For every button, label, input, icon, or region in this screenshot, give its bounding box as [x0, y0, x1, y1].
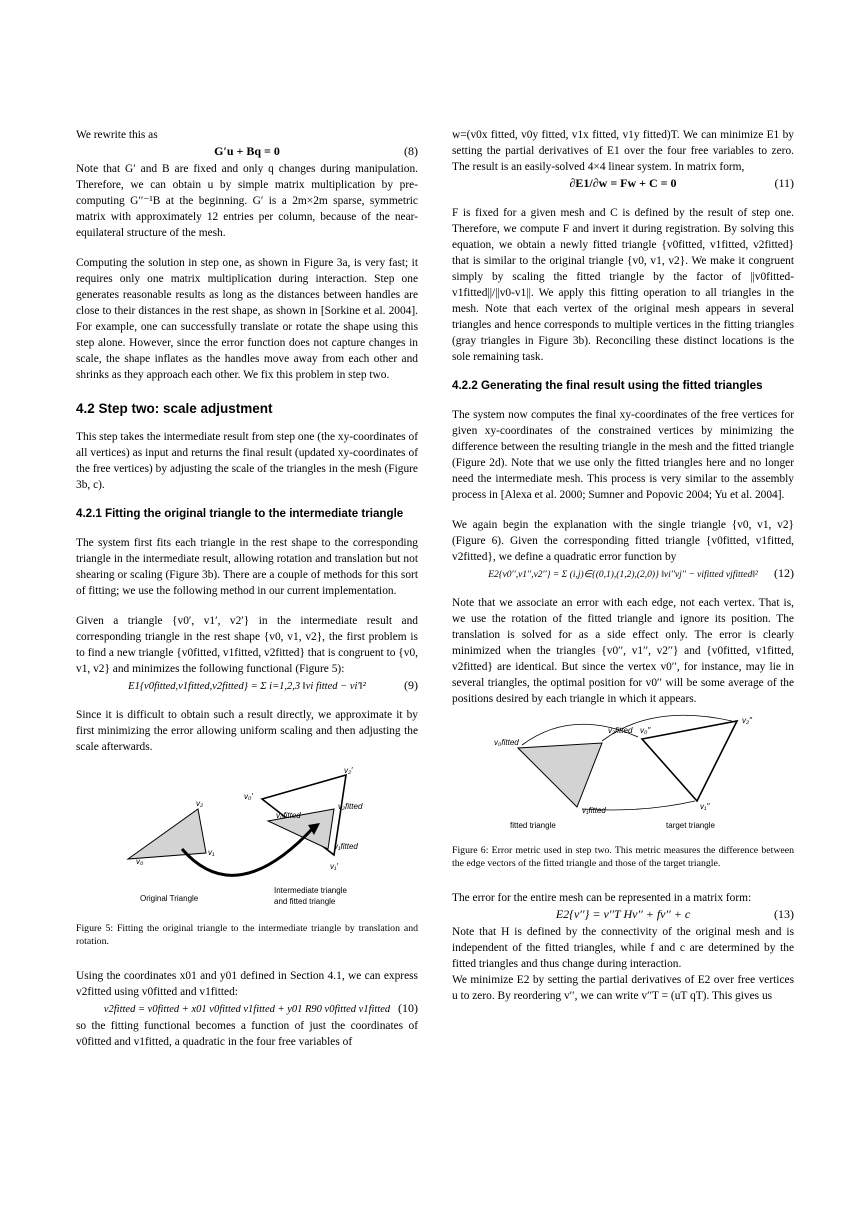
equation-expression: ∂E1/∂w = Fw + C = 0	[569, 176, 677, 190]
label-intermediate-2: and fitted triangle	[274, 897, 336, 906]
equation-number: (10)	[398, 1001, 418, 1015]
equation-expression: v2fitted = v0fitted + x01 v0fitted v1fitted + y01 R90 v0fitted v1fitted	[103, 1004, 391, 1015]
equation-13	[452, 906, 794, 924]
figure-5-diagram	[76, 761, 418, 909]
label-original: Original Triangle	[140, 894, 199, 903]
fitted-triangle	[518, 743, 602, 807]
equation-expression: E2{v0′′,v1′′,v2′′} = Σ (i,j)∈{(0,1),(1,2),(2,0)} ‖vi′′vj′′ − vifitted vjfitted‖²	[488, 570, 758, 580]
subsection-heading: 4.2.2 Generating the final result using the fitted triangles	[452, 379, 763, 392]
svg-text:v₂fitted: v₂fitted	[338, 802, 363, 811]
figure-6-diagram	[452, 713, 794, 831]
label-target: target triangle	[666, 821, 715, 830]
paragraph: Using the coordinates x01 and y01 defined in Section 4.1, we can express v2fitted using v0fitted and v1fitted:	[76, 970, 418, 998]
svg-text:v₀fitted: v₀fitted	[276, 811, 301, 820]
figure-6	[452, 713, 794, 836]
paragraph: We rewrite this as	[76, 129, 158, 141]
paragraph: We again begin the explanation with the single triangle {v0, v1, v2} (Figure 6). Given the corresponding fitted triangle {v0fitted, v1fitted, v2fitted}, we define a quadratic error function by	[452, 519, 794, 563]
subsection-heading: 4.2.1 Fitting the original triangle to the intermediate triangle	[76, 507, 404, 520]
paragraph: Given a triangle {v0′, v1′, v2′} in the intermediate result and corresponding triangle in the rest shape {v0, v1, v2}, the first problem is to find a new triangle {v0fitted, v1fitted, v2fitted} that is congruent to {v0, v1, v2} and minimizes the following functional (Figure 5):	[76, 615, 418, 675]
equation-9	[76, 677, 418, 707]
equation-8	[76, 143, 418, 161]
paragraph: The error for the entire mesh can be represented in a matrix form:	[452, 892, 752, 904]
svg-text:v₀′′: v₀′′	[640, 726, 651, 735]
paragraph: w=(v0x fitted, v0y fitted, v1x fitted, v1y fitted)T. We can minimize E1 by setting the partial derivatives of E1 over the four free variables to zero. The result is an easily-solved 4×4 linear system. In matrix form,	[452, 129, 794, 173]
equation-expression: E2{v′′} = v′′T Hv′′ + fv′′ + c	[555, 907, 691, 921]
svg-text:v₂fitted: v₂fitted	[608, 726, 633, 735]
paragraph: Computing the solution in step one, as shown in Figure 3a, is very fast; it requires only one matrix multiplication during interaction. Step one generates reasonable results as long as the distances between handles are close to their distances in the rest shape, as shown in [Sorkine et al. 2004]. For example, one can successfully translate or rotate the shape using this step alone. However, since the error function does not capture changes in scale, the shape inflates as the handles move away from each other and shrinks as they approach each other. We fix this problem in step two.	[76, 257, 418, 381]
label-fitted: fitted triangle	[510, 821, 556, 830]
right-column	[452, 127, 794, 1018]
svg-text:v₁′′: v₁′′	[700, 802, 710, 811]
paragraph: Since it is difficult to obtain such a result directly, we approximate it by first minimizing the error allowing uniform scaling and then adjusting the scale afterwards.	[76, 709, 418, 753]
equation-12	[452, 565, 794, 595]
section-heading: 4.2 Step two: scale adjustment	[76, 401, 273, 416]
target-triangle	[642, 721, 737, 801]
figure-5	[76, 761, 418, 914]
label-intermediate-1: Intermediate triangle	[274, 886, 347, 895]
left-column	[76, 127, 418, 1064]
svg-text:v₀fitted: v₀fitted	[494, 738, 519, 747]
equation-10	[76, 1000, 418, 1018]
equation-number: (8)	[404, 144, 418, 158]
paragraph: Note that H is defined by the connectivity of the original mesh and is independent of the fitted triangles, while f and c are determined by the fitted triangles and thus change during interaction.	[452, 926, 794, 970]
paragraph: The system now computes the final xy-coordinates of the free vertices for given xy-coordinates of the constrained vertices by minimizing the difference between the resulting triangle in the mesh and the fitted triangle (Figure 2d). Note that we use only the fitted triangles here and no longer need the intermediate mesh. This process is very similar to the assembly process in [Alexa et al. 2000; Sumner and Popovic 2004; Yu et al. 2004].	[452, 409, 794, 501]
equation-number: (11)	[774, 176, 794, 190]
svg-text:v₁fitted: v₁fitted	[582, 806, 606, 815]
paragraph: We minimize E2 by setting the partial derivatives of E2 over free vertices u to zero. By reordering v′′, we can write v′′T = (uT qT). This gives us	[452, 974, 794, 1002]
svg-text:v₁fitted: v₁fitted	[334, 842, 358, 851]
svg-text:v₀′: v₀′	[244, 792, 253, 801]
equation-expression: E1{v0fitted,v1fitted,v2fitted} = Σ i=1,2,3 ‖vi fitted − vi′‖²	[128, 681, 366, 692]
equation-number: (9)	[404, 678, 418, 692]
svg-text:v₂: v₂	[196, 799, 204, 808]
equation-expression: G′u + Bq = 0	[214, 144, 280, 158]
equation-11	[452, 175, 794, 205]
paragraph: The system first fits each triangle in the rest shape to the corresponding triangle in the intermediate result, allowing rotation and translation but not shearing or scaling (Figure 3b). There are a couple of methods for this sort of fitting; we use the following method in our current implementation.	[76, 537, 418, 597]
paragraph: so the fitting functional becomes a function of just the coordinates of v0fitted and v1fitted, a quadratic in the four free variables of	[76, 1020, 418, 1048]
svg-text:v₁: v₁	[208, 848, 215, 857]
equation-number: (13)	[774, 907, 794, 921]
figure-caption: Figure 6: Error metric used in step two. This metric measures the difference between the edge vectors of the fitted triangle and those of the target triangle.	[452, 845, 794, 869]
paragraph: This step takes the intermediate result from step one (the xy-coordinates of all vertices) as input and returns the final result (updated xy-coordinates of the free vertices) by adjusting the scale of the triangles in the mesh (Figure 3b, c).	[76, 431, 418, 491]
figure-caption: Figure 5: Fitting the original triangle to the intermediate triangle by translation and rotation.	[76, 923, 418, 947]
equation-number: (12)	[774, 566, 794, 580]
svg-text:v₂′′: v₂′′	[742, 716, 753, 725]
svg-text:v₂′: v₂′	[344, 766, 353, 775]
paragraph: Note that we associate an error with each edge, not each vertex. That is, we use the rotation of the fitted triangle and ignore its position. The translation is solved for as a side effect only. The error is clearly minimized when the triangles {v0′′, v1′′, v2′′} and {v0fitted, v1fitted, v2fitted} are identical. But since the vertex v0′′, for instance, may lie in several triangles, the optimal position for v0′′ will be some average of the positions desired by each triangle in which it appears.	[452, 597, 794, 705]
paragraph: Note that G′ and B are fixed and only q changes during manipulation. Therefore, we can obtain u by simple matrix multiplication by pre-computing G′′⁻¹B at the beginning. G′ is a 2m×2m sparse, symmetric matrix with approximately 12 entries per column, because of the near-equilateral structure of the mesh.	[76, 163, 418, 239]
paragraph: F is fixed for a given mesh and C is defined by the result of step one. Therefore, we compute F and invert it during registration. By solving this equation, we obtain a newly fitted triangle {v0fitted, v1fitted, v2fitted} that is similar to the original triangle {v0, v1, v2}. We make it congruent simply by scaling the fitted triangle by the factor of ||v0fitted-v1fitted||/||v0-v1||. We apply this fitting operation to all triangles in the mesh. Note that each vertex of the original mesh appears in several triangles and hence corresponds to multiple vertices in the fitting triangles (gray triangles in Figure 3b). Reconciling these distinct locations is the sole remaining task.	[452, 207, 794, 363]
svg-text:v₁′: v₁′	[330, 862, 339, 871]
original-triangle	[128, 809, 206, 859]
svg-text:v₀: v₀	[136, 857, 144, 866]
